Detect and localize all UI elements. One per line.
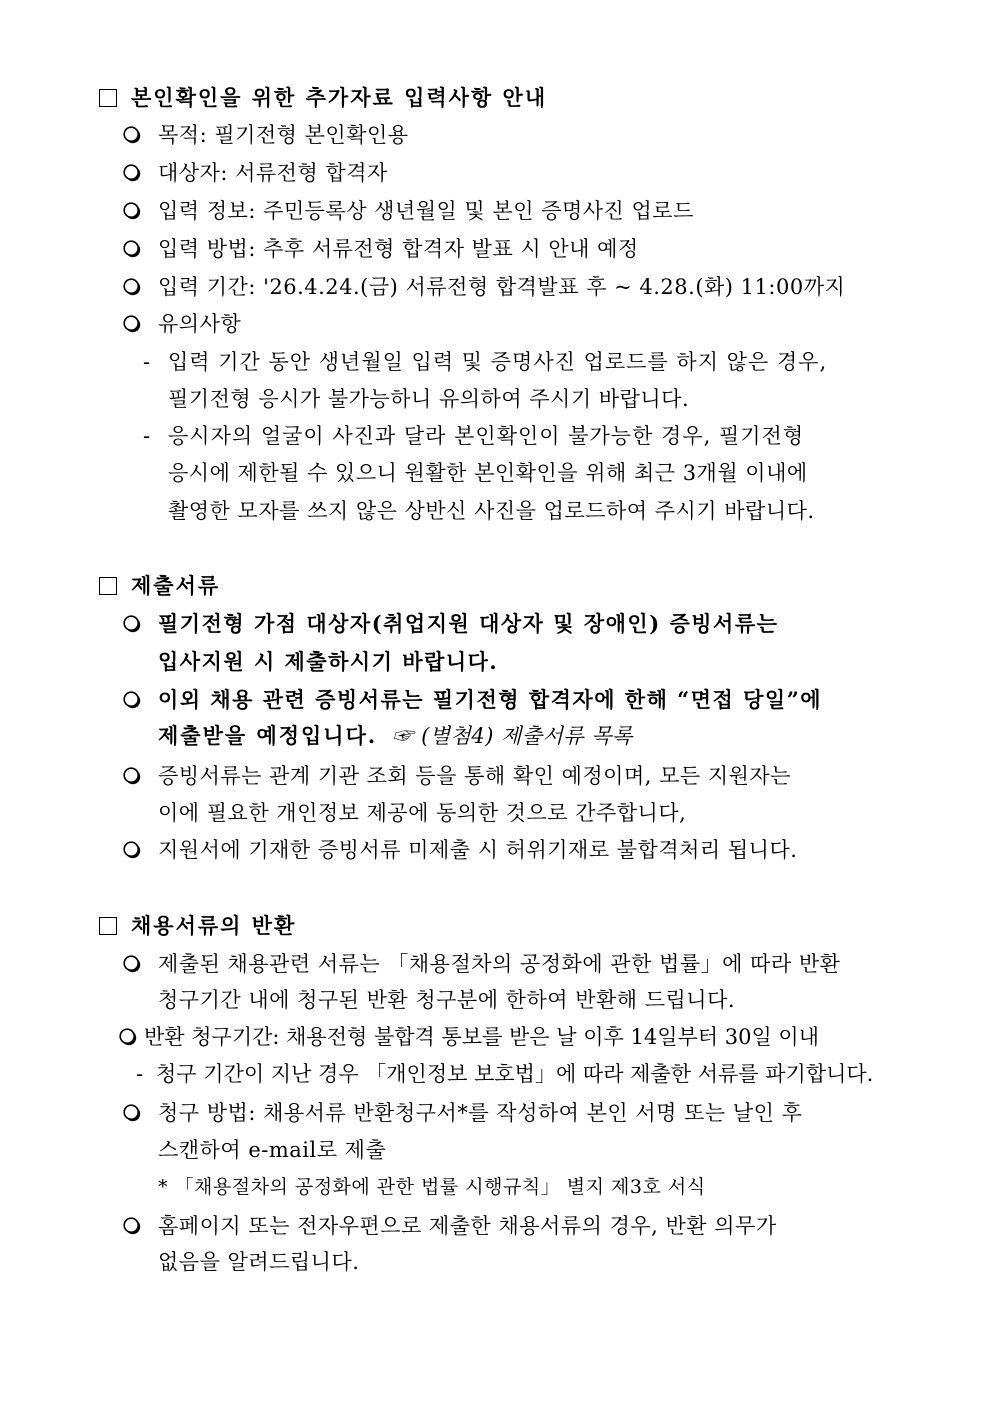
- circle-bullet-icon: [123, 202, 141, 220]
- section1-item-purpose: 목적: 필기전형 본인확인용: [158, 123, 409, 147]
- caution2-line2: 응시에 제한될 수 있으니 원활한 본인확인을 위해 최근 3개월 이내에: [168, 461, 808, 485]
- submit-item3-line2: 이에 필요한 개인정보 제공에 동의한 것으로 간주합니다,: [158, 801, 687, 825]
- section1-heading: 본인확인을 위한 추가자료 입력사항 안내: [131, 85, 548, 110]
- dash-marker: -: [143, 424, 151, 448]
- circle-bullet-icon: [119, 1028, 137, 1046]
- return-item3-line1: 청구 방법: 채용서류 반환청구서*를 작성하여 본인 서명 또는 날인 후: [158, 1101, 803, 1125]
- caution1-line1: 입력 기간 동안 생년월일 입력 및 증명사진 업로드를 하지 않은 경우,: [168, 350, 828, 374]
- submit-item4-line1: 지원서에 기재한 증빙서류 미제출 시 허위기재로 불합격처리 됩니다.: [158, 838, 798, 862]
- circle-bullet-icon: [123, 315, 141, 333]
- return-item4-line2: 없음을 알려드립니다.: [158, 1250, 360, 1274]
- circle-bullet-icon: [123, 278, 141, 296]
- circle-bullet-icon: [123, 126, 141, 144]
- return-note1: 청구 기간이 지난 경우 「개인정보 보호법」에 따라 제출한 서류를 파기합니다.: [156, 1062, 874, 1086]
- checkbox-square-icon: [99, 577, 117, 595]
- caution2-line1: 응시자의 얼굴이 사진과 달라 본인확인이 불가능한 경우, 필기전형: [168, 424, 805, 448]
- submit-item1-line2: 입사지원 시 제출하시기 바랍니다.: [158, 649, 499, 674]
- circle-bullet-icon: [123, 767, 141, 785]
- return-item4-line1: 홈페이지 또는 전자우편으로 제출한 채용서류의 경우, 반환 의무가: [158, 1214, 777, 1238]
- checkbox-square-icon: [99, 917, 117, 935]
- section2-heading: 제출서류: [131, 573, 221, 598]
- circle-bullet-icon: [123, 615, 141, 633]
- circle-bullet-icon: [123, 164, 141, 182]
- checkbox-square-icon: [99, 89, 117, 107]
- dash-marker: -: [143, 350, 151, 374]
- submit-item1-line1: 필기전형 가점 대상자(취업지원 대상자 및 장애인) 증빙서류는: [158, 611, 779, 636]
- return-item3-footnote: * 「채용절차의 공정화에 관한 법률 시행규칙」 별지 제3호 서식: [158, 1176, 706, 1198]
- section1-item-info: 입력 정보: 주민등록상 생년월일 및 본인 증명사진 업로드: [158, 199, 694, 223]
- submit-item3-line1: 증빙서류는 관계 기관 조회 등을 통해 확인 예정이며, 모든 지원자는: [158, 764, 791, 788]
- section3-heading: 채용서류의 반환: [131, 913, 297, 938]
- circle-bullet-icon: [123, 240, 141, 258]
- circle-bullet-icon: [123, 1104, 141, 1122]
- return-item1-line1: 제출된 채용관련 서류는 「채용절차의 공정화에 관한 법률」에 따라 반환: [158, 952, 841, 976]
- circle-bullet-icon: [123, 1217, 141, 1235]
- circle-bullet-icon: [123, 841, 141, 859]
- attachment-reference: ☞ (별첨4) 제출서류 목록: [392, 724, 633, 748]
- dash-marker: -: [136, 1062, 144, 1086]
- circle-bullet-icon: [123, 691, 141, 709]
- caution2-line3: 촬영한 모자를 쓰지 않은 상반신 사진을 업로드하여 주시기 바랍니다.: [168, 499, 815, 523]
- caution1-line2: 필기전형 응시가 불가능하니 유의하여 주시기 바랍니다.: [168, 387, 690, 411]
- submit-item2-line1: 이외 채용 관련 증빙서류는 필기전형 합격자에 한해 “면접 당일”에: [158, 687, 823, 712]
- submit-item2-line2: 제출받을 예정입니다.: [158, 723, 378, 748]
- circle-bullet-icon: [123, 955, 141, 973]
- return-item3-line2: 스캔하여 e-mail로 제출: [158, 1138, 387, 1162]
- submit-item2-line2-wrap: [158, 723, 633, 749]
- section1-item-cautions: 유의사항: [158, 312, 242, 336]
- return-item2-line1: 반환 청구기간: 채용전형 불합격 통보를 받은 날 이후 14일부터 30일 이내: [144, 1025, 819, 1049]
- return-item1-line2: 청구기간 내에 청구된 반환 청구분에 한하여 반환해 드립니다.: [158, 988, 736, 1012]
- section1-item-target: 대상자: 서류전형 합격자: [158, 161, 388, 185]
- section1-item-period: 입력 기간: '26.4.24.(금) 서류전형 합격발표 후 ~ 4.28.(화) 11:00까지: [158, 275, 846, 299]
- section1-item-method: 입력 방법: 추후 서류전형 합격자 발표 시 안내 예정: [158, 237, 639, 261]
